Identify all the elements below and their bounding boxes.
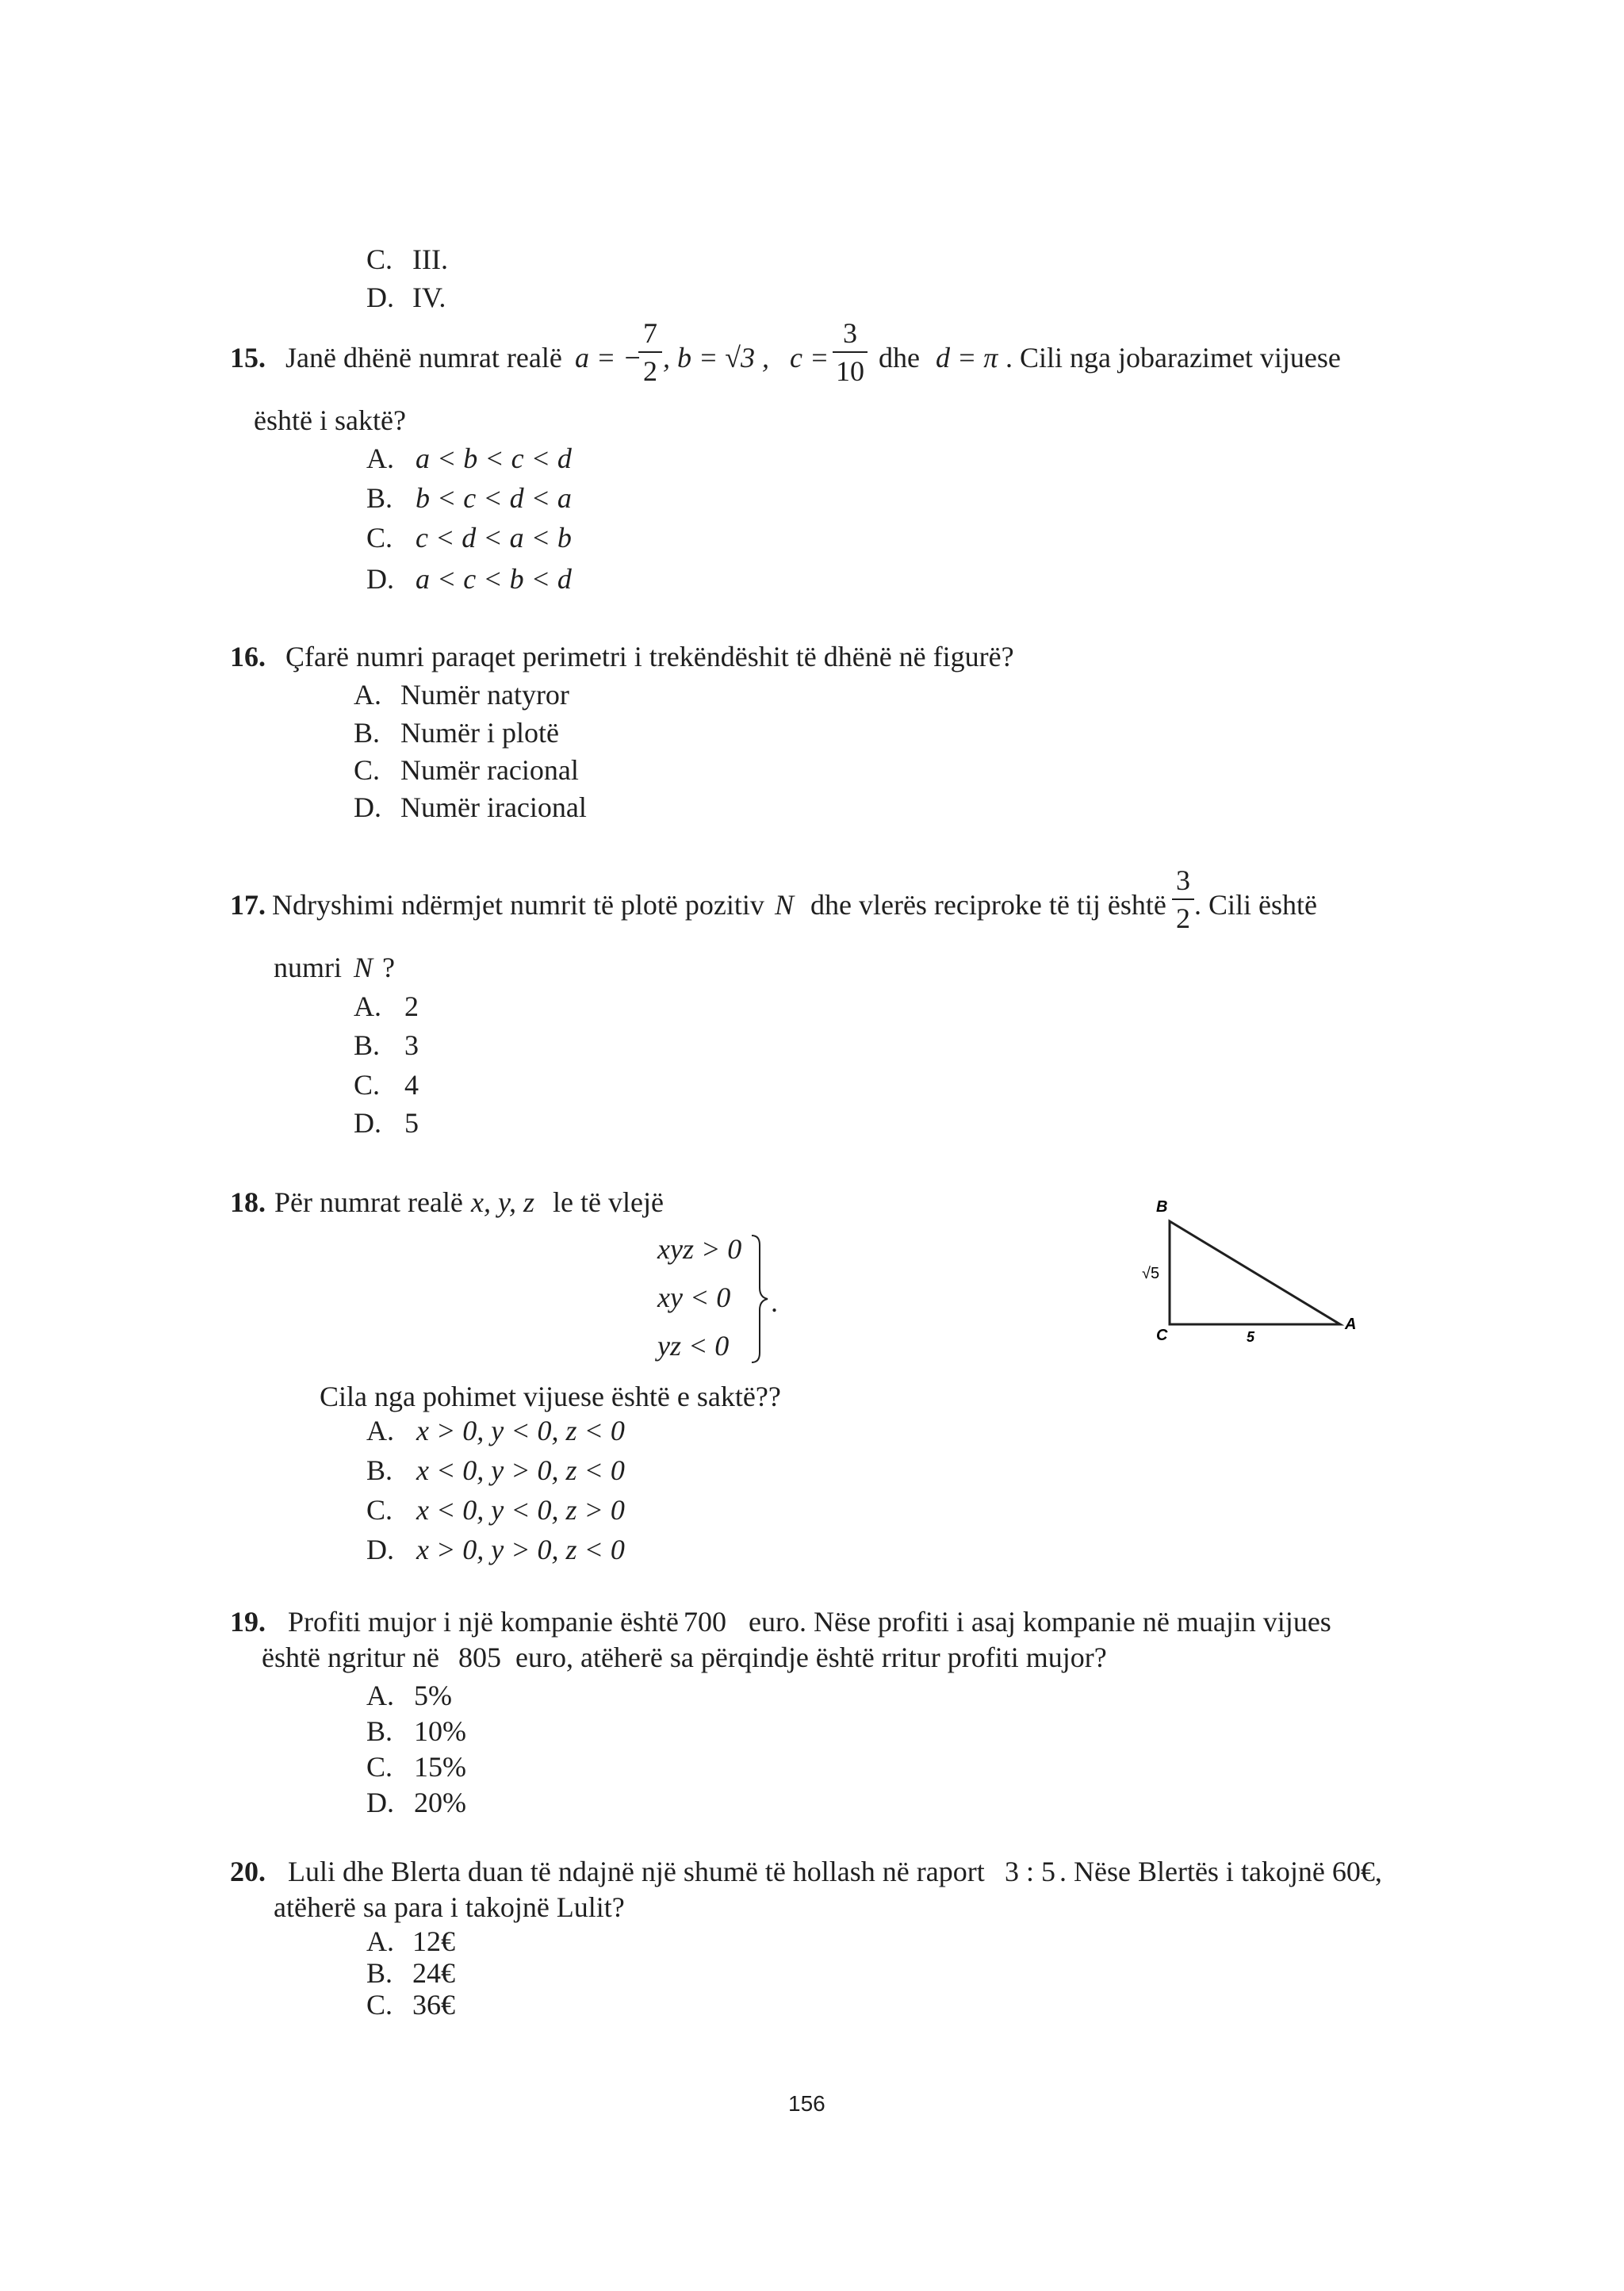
denominator: 10: [836, 355, 864, 387]
denominator: 2: [1176, 902, 1190, 934]
option-label: A.: [366, 442, 394, 474]
question-text: ?: [382, 952, 395, 983]
vertex-c-label: C: [1156, 1327, 1168, 1344]
denominator: 2: [643, 355, 657, 387]
math-d: d = π: [936, 342, 998, 374]
system-end: .: [771, 1286, 778, 1318]
numerator: 3: [843, 317, 857, 349]
option-text: Numër i plotë: [400, 717, 559, 749]
math-n: N: [775, 889, 795, 921]
option-text: x > 0, y < 0, z < 0: [416, 1415, 625, 1446]
math-a: a = −: [575, 342, 642, 374]
question-text: atëherë sa para i takojnë Lulit?: [274, 1891, 625, 1923]
option-text: x < 0, y > 0, z < 0: [416, 1454, 625, 1486]
option-label: B.: [366, 482, 393, 514]
side-bc-label: √5: [1142, 1265, 1160, 1282]
option-text: x < 0, y < 0, z > 0: [416, 1494, 625, 1526]
ratio: 3 : 5: [1005, 1856, 1056, 1887]
value-700: 700: [684, 1606, 726, 1638]
question-text: numri: [274, 952, 342, 983]
triangle-figure: [1134, 1190, 1380, 1348]
option-label: C.: [366, 1494, 393, 1526]
option-text: 3: [404, 1029, 419, 1061]
fraction-3-2: [1172, 864, 1194, 934]
option-label: C.: [366, 1989, 393, 2021]
value-805: 805: [458, 1642, 501, 1673]
numerator: 3: [1176, 864, 1190, 896]
option-text: IV.: [412, 282, 446, 313]
option-label: A.: [354, 679, 381, 711]
option-text: a < c < b < d: [416, 563, 572, 595]
question-text: euro. Nëse profiti i asaj kompanie në muajin vijues: [749, 1606, 1331, 1638]
numerator: 7: [643, 317, 657, 349]
option-label: D.: [354, 791, 381, 823]
question-text: Profiti mujor i një kompanie është: [288, 1606, 679, 1638]
option-label: A.: [366, 1680, 394, 1711]
question-text: Për numrat realë: [274, 1186, 463, 1218]
option-text: b < c < d < a: [416, 482, 572, 514]
option-label: A.: [354, 990, 381, 1022]
option-label: A.: [366, 1415, 394, 1446]
option-text: III.: [412, 243, 448, 275]
right-brace-icon: [749, 1234, 772, 1364]
question-number: 19.: [230, 1606, 266, 1638]
option-label: D.: [354, 1107, 381, 1139]
fraction-c: [833, 317, 868, 387]
option-label: B.: [354, 717, 381, 749]
option-label: C.: [354, 754, 381, 786]
question-text: dhe vlerës reciproke të tij është: [810, 889, 1166, 921]
option-label: B.: [366, 1715, 393, 1747]
option-label: C.: [366, 522, 393, 554]
option-text: x > 0, y > 0, z < 0: [416, 1534, 625, 1565]
option-text: 2: [404, 990, 419, 1022]
question-text: Luli dhe Blerta duan të ndajnë një shumë të hollash në raport: [288, 1856, 985, 1887]
question-text: është ngritur në: [262, 1642, 439, 1673]
question-text: është i saktë?: [254, 404, 406, 436]
math-vars: x, y, z: [471, 1186, 534, 1218]
fraction-a: [638, 317, 662, 387]
option-label: B.: [354, 1029, 381, 1061]
inequality: xyz > 0: [657, 1233, 742, 1265]
option-text: 15%: [414, 1751, 466, 1783]
option-label: B.: [366, 1957, 393, 1989]
question-text: Çfarë numri paraqet perimetri i trekëndëshit të dhënë në figurë?: [285, 641, 1014, 672]
question-text: . Cili është: [1194, 889, 1317, 921]
option-label: C.: [354, 1069, 381, 1101]
vertex-a-label: A: [1345, 1316, 1357, 1333]
question-number: 15.: [230, 342, 266, 374]
question-number: 17.: [230, 889, 266, 921]
question-text: dhe: [879, 342, 920, 374]
question-text: . Nëse Blertës i takojnë 60€,: [1059, 1856, 1382, 1887]
option-label: D.: [366, 563, 394, 595]
side-ca-label: 5: [1247, 1329, 1255, 1345]
option-label: B.: [366, 1454, 393, 1486]
option-text: 5: [404, 1107, 419, 1139]
option-text: a < b < c < d: [416, 442, 572, 474]
option-text: 10%: [414, 1715, 466, 1747]
question-number: 20.: [230, 1856, 266, 1887]
option-label: C.: [366, 1751, 393, 1783]
question-text: Cila nga pohimet vijuese është e saktë??: [320, 1381, 781, 1412]
math-c: c =: [790, 342, 829, 374]
option-text: 24€: [412, 1957, 455, 1989]
question-text: euro, atëherë sa përqindje është rritur profiti mujor?: [515, 1642, 1107, 1673]
math-n: N: [354, 952, 373, 983]
option-label: A.: [366, 1925, 394, 1957]
option-text: c < d < a < b: [416, 522, 572, 554]
triangle-shape: [1170, 1221, 1340, 1324]
question-text: Ndryshimi ndërmjet numrit të plotë pozitiv: [272, 889, 764, 921]
inequality: yz < 0: [657, 1330, 730, 1362]
option-label: D.: [366, 1787, 394, 1818]
vertex-b-label: B: [1156, 1198, 1168, 1216]
math-b: , b = √3 ,: [663, 342, 770, 374]
option-text: Numër racional: [400, 754, 579, 786]
page-number: 156: [788, 2091, 825, 2116]
option-label: C.: [366, 243, 393, 275]
question-text: Janë dhënë numrat realë: [285, 342, 562, 374]
option-text: 4: [404, 1069, 419, 1101]
question-text: le të vlejë: [553, 1186, 664, 1218]
inequality: xy < 0: [657, 1282, 731, 1313]
question-number: 18.: [230, 1186, 266, 1218]
question-text: . Cili nga jobarazimet vijuese: [1005, 342, 1341, 374]
option-text: 5%: [414, 1680, 452, 1711]
option-text: 12€: [412, 1925, 455, 1957]
option-text: Numër natyror: [400, 679, 569, 711]
option-text: 36€: [412, 1989, 455, 2021]
option-label: D.: [366, 1534, 394, 1565]
option-label: D.: [366, 282, 394, 313]
option-text: 20%: [414, 1787, 466, 1818]
option-text: Numër iracional: [400, 791, 587, 823]
question-number: 16.: [230, 641, 266, 672]
